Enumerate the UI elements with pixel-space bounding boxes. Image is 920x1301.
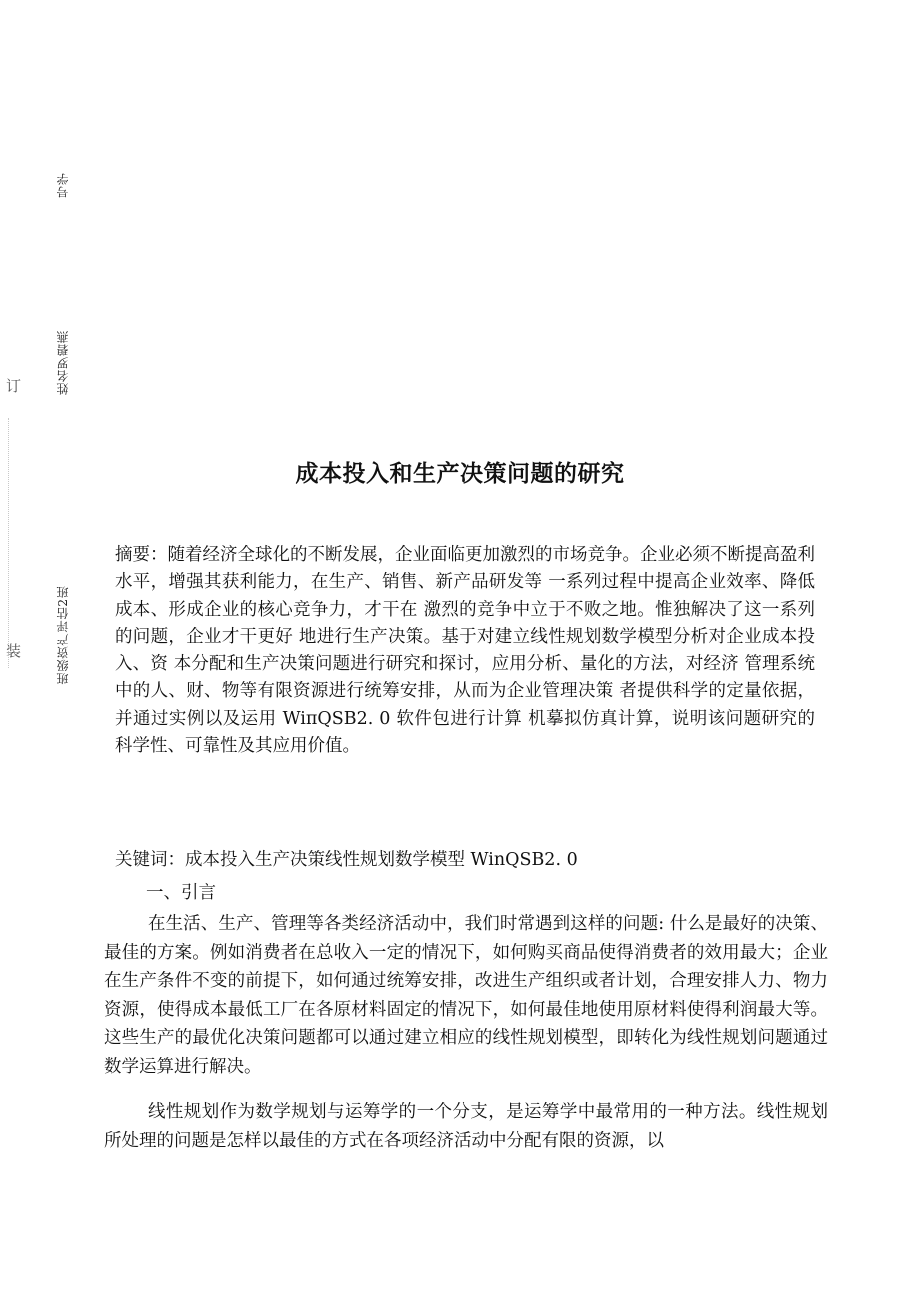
binding-ding-char: 订 (6, 377, 22, 395)
student-name-label: 姓名 (56, 369, 70, 395)
binding-zhuang-char: 装 (6, 642, 22, 660)
student-class-field (56, 585, 70, 685)
student-name-value: 罗碧燕 (56, 330, 70, 369)
body-paragraph-2: 线性规划作为数学规划与运筹学的一个分支，是运筹学中最常用的一种方法。线性规划所处理的问题是怎样以最佳的方式在各项经济活动中分配有限的资源，以 (104, 1102, 828, 1151)
section-heading-introduction: 一、引言 (146, 883, 216, 903)
paper-title: 成本投入和生产决策问题的研究 (295, 461, 625, 488)
student-class-value: 资产评估2班 (56, 585, 70, 659)
abstract: 摘要：随着经济全球化的不断发展，企业面临更加激烈的市场竞争。企业必须不断提高盈利水平，增强其获利能力，在生产、销售、新产品研发等 一系列过程中提高企业效率、降低成本、形成企业的核心竞争力，才干在 激烈的竞争中立于不败之地。惟独解决了这一系列的问题，企业才干更好 地进行生产决策。基于对建立线性规划数学模型分析对企业成本投入、资 本分配和生产决策问题进行研究和探讨，应用分析、量化的方法，对经济 管理系统中的人、财、物等有限资源进行统筹安排，从而为企业管理决策 者提供科学的定量依据，并通过实例以及运用 WiπQSB2. 0 软件包进行计算 机摹拟仿真计算，说明该问题研究的科学性、可靠性及其应用价值。 (115, 545, 815, 757)
student-id-label: 号学 (56, 172, 70, 198)
body-paragraph-1: 在生活、生产、管理等各类经济活动中，我们时常遇到这样的问题: 什么是最好的决策、最佳的方案。例如消费者在总收入一定的情况下，如何购买商品使得消费者的效用最大；企业在生产条件不变的前提下，如何通过统筹安排，改进生产组织或者计划，合理安排人力、物力资源，使得成本最低工厂在各原材料固定的情况下，如何最佳地使用原材料使得利润最大等。这些生产的最优化决策问题都可以通过建立相应的线性规划模型，即转化为线性规划问题通过数学运算进行解决。 (104, 914, 828, 1077)
student-class-label: 班级 (56, 658, 70, 685)
keywords: 关键词：成本投入生产决策线性规划数学模型 WinQSB2. 0 (115, 850, 578, 870)
student-name-field (56, 330, 70, 395)
